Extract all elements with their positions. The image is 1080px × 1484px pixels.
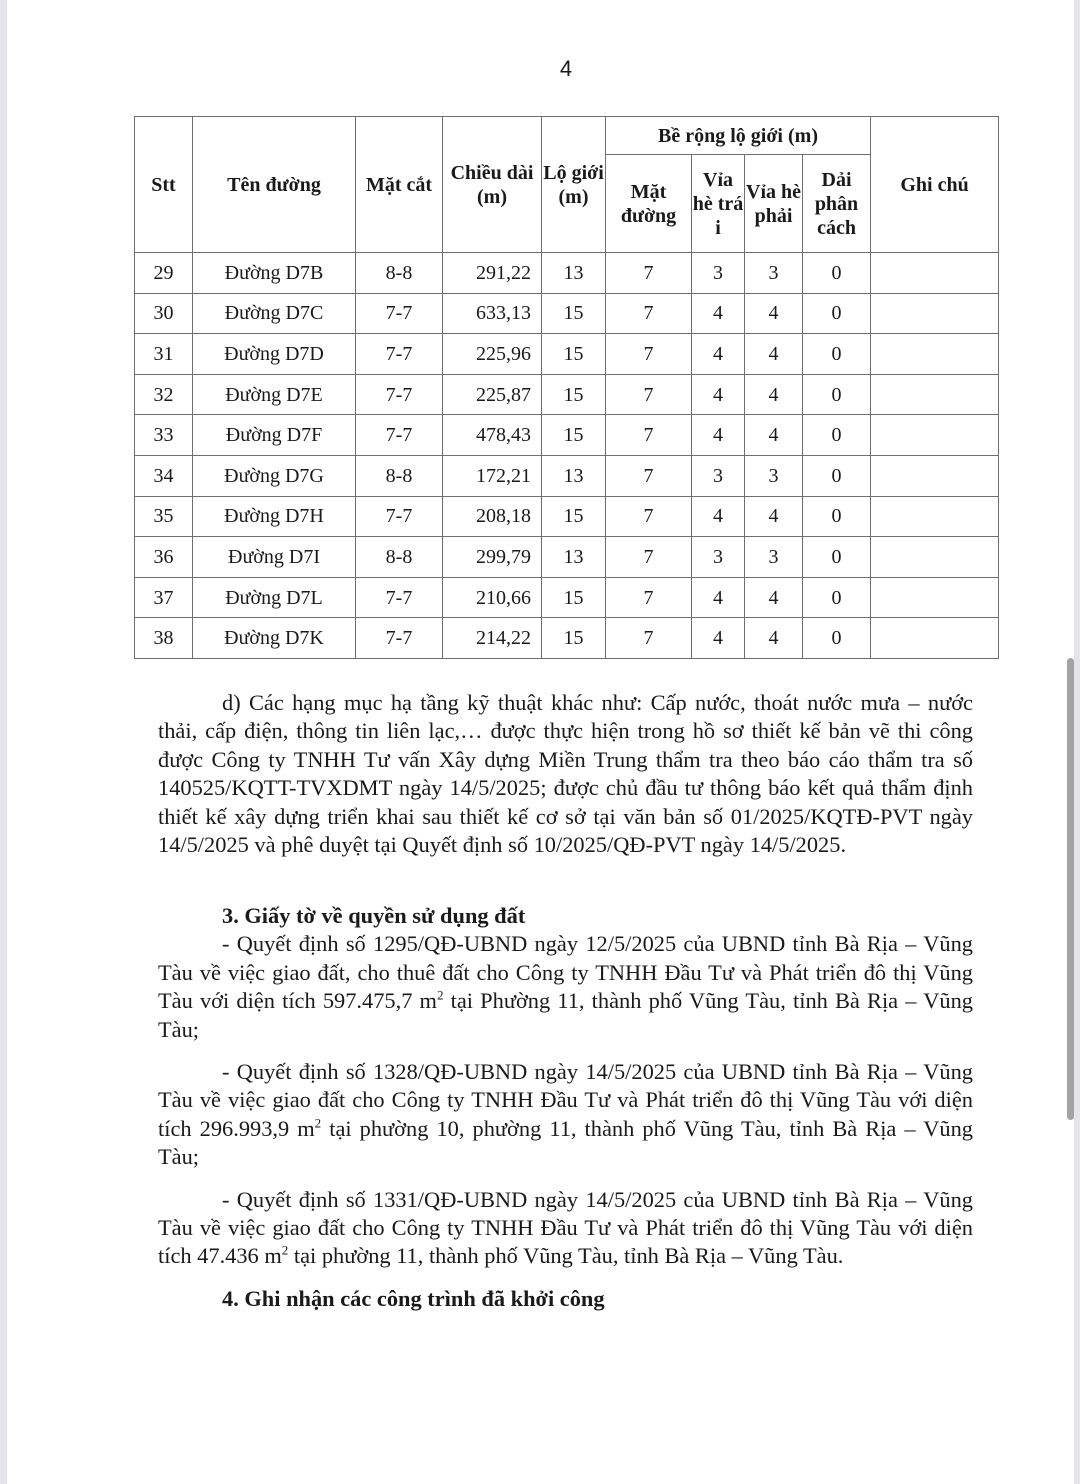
- cell-right-sidewalk: 3: [745, 253, 803, 294]
- cell-stt: 35: [135, 496, 193, 537]
- table-row: [135, 253, 999, 294]
- page-edge-left: [0, 0, 7, 1484]
- cell-right-of-way: 15: [542, 577, 606, 618]
- cell-median: 0: [803, 537, 871, 578]
- decision-item: - Quyết định số 1331/QĐ-UBND ngày 14/5/2025 của UBND tỉnh Bà Rịa – Vũng Tàu về việc giao đất cho Công ty TNHH Đầu Tư và Phát triển đô thị Vũng Tàu với diện tích 47.436 $m^2$ tại phường 11, thành phố Vũng Tàu, tỉnh Bà Rịa – Vũng Tàu.: [158, 1186, 973, 1269]
- cell-median: 0: [803, 496, 871, 537]
- cell-road-surface: 7: [606, 415, 692, 456]
- cell-stt: 32: [135, 374, 193, 415]
- cell-note: [871, 253, 999, 294]
- header-mat-cat: Mặt cắt: [356, 117, 443, 253]
- cell-note: [871, 374, 999, 415]
- cell-stt: 31: [135, 334, 193, 375]
- page-number: 4: [559, 56, 573, 81]
- header-ten-duong: Tên đường: [193, 117, 356, 253]
- cell-road-surface: 7: [606, 618, 692, 659]
- cell-median: 0: [803, 334, 871, 375]
- header-mat-duong: Mặt đường: [606, 155, 692, 253]
- cell-left-sidewalk: 3: [692, 253, 745, 294]
- cell-road-name: Đường D7K: [193, 618, 356, 659]
- cell-length: 214,22: [443, 618, 542, 659]
- cell-left-sidewalk: 4: [692, 374, 745, 415]
- cell-median: 0: [803, 618, 871, 659]
- cell-road-name: Đường D7G: [193, 455, 356, 496]
- paragraph-infrastructure: d) Các hạng mục hạ tầng kỹ thuật khác như: Cấp nước, thoát nước mưa – nước thải, cấp điện, thông tin liên lạc,… được thực hiện trong hồ sơ thiết kế bản vẽ thi công được Công ty TNHH Tư vấn Xây dựng Miền Trung thẩm tra theo báo cáo thẩm tra số 140525/KQTT-TVXDMT ngày 14/5/2025; được chủ đầu tư thông báo kết quả thẩm định thiết kế xây dựng triển khai sau thiết kế cơ sở tại văn bản số 01/2025/KQTĐ-PVT ngày 14/5/2025 và phê duyệt tại Quyết định số 10/2025/QĐ-PVT ngày 14/5/2025.: [158, 690, 973, 858]
- cell-right-sidewalk: 4: [745, 374, 803, 415]
- header-be-rong-group: Bề rộng lộ giới (m): [606, 117, 871, 155]
- cell-cross-section: 7-7: [356, 415, 443, 456]
- cell-road-surface: 7: [606, 537, 692, 578]
- table-row: [135, 537, 999, 578]
- cell-median: 0: [803, 577, 871, 618]
- table-row: [135, 455, 999, 496]
- cell-length: 633,13: [443, 293, 542, 334]
- cell-cross-section: 7-7: [356, 618, 443, 659]
- cell-stt: 33: [135, 415, 193, 456]
- header-ghi-chu: Ghi chú: [871, 117, 999, 253]
- cell-cross-section: 7-7: [356, 293, 443, 334]
- cell-road-name: Đường D7E: [193, 374, 356, 415]
- cell-right-sidewalk: 4: [745, 618, 803, 659]
- cell-right-of-way: 15: [542, 334, 606, 375]
- cell-left-sidewalk: 3: [692, 455, 745, 496]
- cell-right-sidewalk: 4: [745, 415, 803, 456]
- scrollbar-thumb[interactable]: [1067, 658, 1074, 1120]
- cell-right-of-way: 13: [542, 253, 606, 294]
- cell-right-of-way: 15: [542, 415, 606, 456]
- cell-right-sidewalk: 3: [745, 455, 803, 496]
- cell-right-sidewalk: 4: [745, 496, 803, 537]
- cell-length: 210,66: [443, 577, 542, 618]
- cell-road-name: Đường D7I: [193, 537, 356, 578]
- decision-item: - Quyết định số 1328/QĐ-UBND ngày 14/5/2025 của UBND tỉnh Bà Rịa – Vũng Tàu về việc giao đất cho Công ty TNHH Đầu Tư và Phát triển đô thị Vũng Tàu với diện tích 296.993,9 $m^2$ tại phường 10, phường 11, thành phố Vũng Tàu, tỉnh Bà Rịa – Vũng Tàu;: [158, 1059, 974, 1170]
- section-2d: [158, 689, 973, 859]
- cell-stt: 29: [135, 253, 193, 294]
- header-chieu-dai: Chiều dài (m): [443, 117, 542, 253]
- cell-road-surface: 7: [606, 455, 692, 496]
- cell-length: 172,21: [443, 455, 542, 496]
- cell-stt: 34: [135, 455, 193, 496]
- cell-stt: 30: [135, 293, 193, 334]
- cell-road-name: Đường D7F: [193, 415, 356, 456]
- cell-median: 0: [803, 374, 871, 415]
- table-row: [135, 618, 999, 659]
- cell-road-name: Đường D7L: [193, 577, 356, 618]
- cell-road-surface: 7: [606, 253, 692, 294]
- cell-median: 0: [803, 455, 871, 496]
- cell-note: [871, 577, 999, 618]
- cell-median: 0: [803, 253, 871, 294]
- heading-land-use-documents: 3. Giấy tờ về quyền sử dụng đất: [222, 903, 526, 928]
- cell-road-name: Đường D7D: [193, 334, 356, 375]
- header-dai-phan-cach: Dải phân cách: [803, 155, 871, 253]
- cell-right-sidewalk: 4: [745, 577, 803, 618]
- cell-right-sidewalk: 4: [745, 293, 803, 334]
- cell-right-of-way: 15: [542, 496, 606, 537]
- cell-stt: 37: [135, 577, 193, 618]
- cell-road-surface: 7: [606, 374, 692, 415]
- cell-median: 0: [803, 293, 871, 334]
- cell-cross-section: 7-7: [356, 334, 443, 375]
- cell-road-name: Đường D7B: [193, 253, 356, 294]
- page-edge-right: [1074, 0, 1080, 1484]
- cell-road-surface: 7: [606, 334, 692, 375]
- header-stt: Stt: [135, 117, 193, 253]
- cell-cross-section: 8-8: [356, 253, 443, 294]
- cell-left-sidewalk: 4: [692, 577, 745, 618]
- cell-left-sidewalk: 4: [692, 496, 745, 537]
- cell-right-sidewalk: 3: [745, 537, 803, 578]
- header-via-he-trai: Vỉa hè trá i: [692, 155, 745, 253]
- cell-length: 225,96: [443, 334, 542, 375]
- cell-right-of-way: 15: [542, 374, 606, 415]
- cell-length: 208,18: [443, 496, 542, 537]
- table-row: [135, 374, 999, 415]
- table-row: [135, 577, 999, 618]
- cell-length: 478,43: [443, 415, 542, 456]
- cell-cross-section: 7-7: [356, 577, 443, 618]
- table-row: [135, 415, 999, 456]
- cell-left-sidewalk: 4: [692, 293, 745, 334]
- cell-length: 299,79: [443, 537, 542, 578]
- table-row: [135, 334, 999, 375]
- cell-left-sidewalk: 4: [692, 334, 745, 375]
- table-row: [135, 496, 999, 537]
- cell-left-sidewalk: 4: [692, 618, 745, 659]
- cell-left-sidewalk: 3: [692, 537, 745, 578]
- cell-cross-section: 8-8: [356, 455, 443, 496]
- table-row: [135, 293, 999, 334]
- cell-note: [871, 496, 999, 537]
- header-via-he-phai: Vỉa hè phải: [745, 155, 803, 253]
- cell-length: 291,22: [443, 253, 542, 294]
- cell-cross-section: 7-7: [356, 374, 443, 415]
- cell-note: [871, 415, 999, 456]
- cell-note: [871, 618, 999, 659]
- cell-road-name: Đường D7C: [193, 293, 356, 334]
- header-lo-gioi: Lộ giới (m): [542, 117, 606, 253]
- cell-road-surface: 7: [606, 496, 692, 537]
- cell-note: [871, 334, 999, 375]
- cell-right-of-way: 15: [542, 618, 606, 659]
- cell-median: 0: [803, 415, 871, 456]
- cell-road-name: Đường D7H: [193, 496, 356, 537]
- cell-note: [871, 293, 999, 334]
- cell-cross-section: 7-7: [356, 496, 443, 537]
- heading-started-works: 4. Ghi nhận các công trình đã khởi công: [222, 1285, 605, 1311]
- cell-right-sidewalk: 4: [745, 334, 803, 375]
- cell-stt: 38: [135, 618, 193, 659]
- cell-cross-section: 8-8: [356, 537, 443, 578]
- cell-left-sidewalk: 4: [692, 415, 745, 456]
- road-table: [134, 116, 999, 659]
- cell-road-surface: 7: [606, 577, 692, 618]
- cell-note: [871, 537, 999, 578]
- section-3: [158, 902, 973, 1313]
- road-table-body: [135, 253, 999, 659]
- cell-note: [871, 455, 999, 496]
- cell-right-of-way: 15: [542, 293, 606, 334]
- decision-item: - Quyết định số 1295/QĐ-UBND ngày 12/5/2025 của UBND tỉnh Bà Rịa – Vũng Tàu về việc giao đất, cho thuê đất cho Công ty TNHH Đầu Tư và Phát triển đô thị Vũng Tàu với diện tích 597.475,7 $m^2$ tại Phường 11, thành phố Vũng Tàu, tỉnh Bà Rịa – Vũng Tàu;: [158, 931, 973, 1042]
- cell-right-of-way: 13: [542, 455, 606, 496]
- cell-length: 225,87: [443, 374, 542, 415]
- cell-stt: 36: [135, 537, 193, 578]
- cell-right-of-way: 13: [542, 537, 606, 578]
- cell-road-surface: 7: [606, 293, 692, 334]
